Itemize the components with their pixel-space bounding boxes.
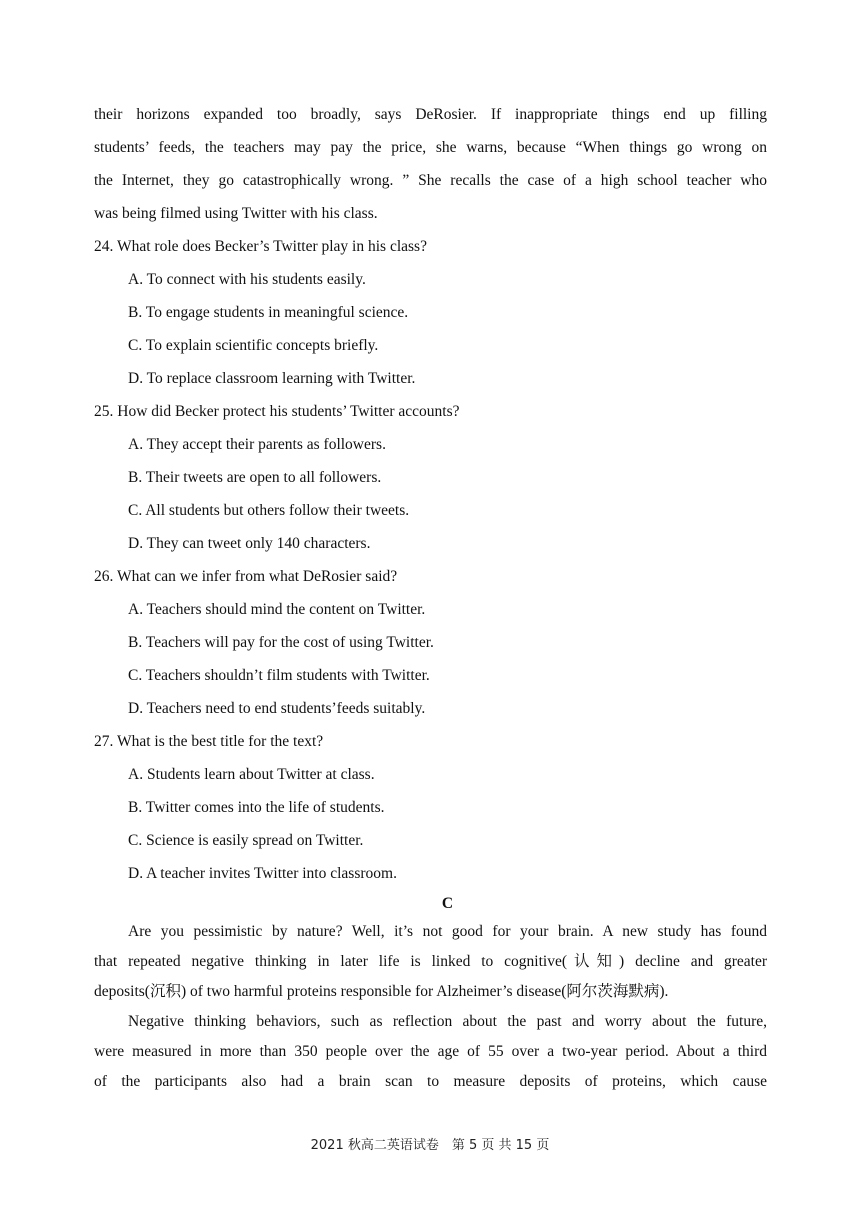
answer-option: A. They accept their parents as followers. [128, 436, 386, 453]
question-stem: 27. What is the best title for the text? [94, 733, 324, 750]
answer-option: B. Teachers will pay for the cost of using Twitter. [128, 634, 434, 651]
passage-line: that repeated negative thinking in later life is linked to cognitive(认知) decline and greater [94, 953, 767, 970]
answer-option: D. Teachers need to end students’feeds suitably. [128, 700, 426, 717]
page-footer: 2021 秋高二英语试卷 第 5 页 共 15 页 [310, 1138, 550, 1153]
passage-line: were measured in more than 350 people over the age of 55 over a two-year period. About a third [94, 1043, 767, 1060]
passage-line: Are you pessimistic by nature? Well, it’s not good for your brain. A new study has found [128, 923, 767, 940]
answer-option: A. Students learn about Twitter at class. [128, 766, 375, 783]
answer-option: A. To connect with his students easily. [128, 271, 366, 288]
answer-option: C. All students but others follow their tweets. [128, 502, 410, 519]
section-heading: C [441, 895, 454, 912]
passage-line: Negative thinking behaviors, such as reflection about the past and worry about the future, [128, 1013, 767, 1030]
question-stem: 24. What role does Becker’s Twitter play in his class? [94, 238, 427, 255]
answer-option: B. Twitter comes into the life of students. [128, 799, 385, 816]
question-stem: 25. How did Becker protect his students’ Twitter accounts? [94, 403, 460, 420]
passage-line: the Internet, they go catastrophically wrong. ” She recalls the case of a high school teacher who [94, 172, 767, 189]
passage-line: was being filmed using Twitter with his class. [94, 205, 378, 222]
answer-option: D. They can tweet only 140 characters. [128, 535, 371, 552]
answer-option: B. To engage students in meaningful science. [128, 304, 409, 321]
answer-option: B. Their tweets are open to all followers. [128, 469, 382, 486]
passage-line: deposits(沉积) of two harmful proteins responsible for Alzheimer’s disease(阿尔茨海默病). [94, 983, 669, 1000]
answer-option: C. To explain scientific concepts briefly. [128, 337, 379, 354]
answer-option: C. Science is easily spread on Twitter. [128, 832, 364, 849]
answer-option: C. Teachers shouldn’t film students with Twitter. [128, 667, 430, 684]
question-stem: 26. What can we infer from what DeRosier said? [94, 568, 398, 585]
passage-line: their horizons expanded too broadly, says DeRosier. If inappropriate things end up filling [94, 106, 767, 123]
answer-option: D. A teacher invites Twitter into classroom. [128, 865, 397, 882]
answer-option: A. Teachers should mind the content on Twitter. [128, 601, 426, 618]
answer-option: D. To replace classroom learning with Twitter. [128, 370, 416, 387]
passage-line: students’ feeds, the teachers may pay the price, she warns, because “When things go wrong on [94, 139, 767, 156]
passage-line: of the participants also had a brain scan to measure deposits of proteins, which cause [94, 1073, 767, 1090]
